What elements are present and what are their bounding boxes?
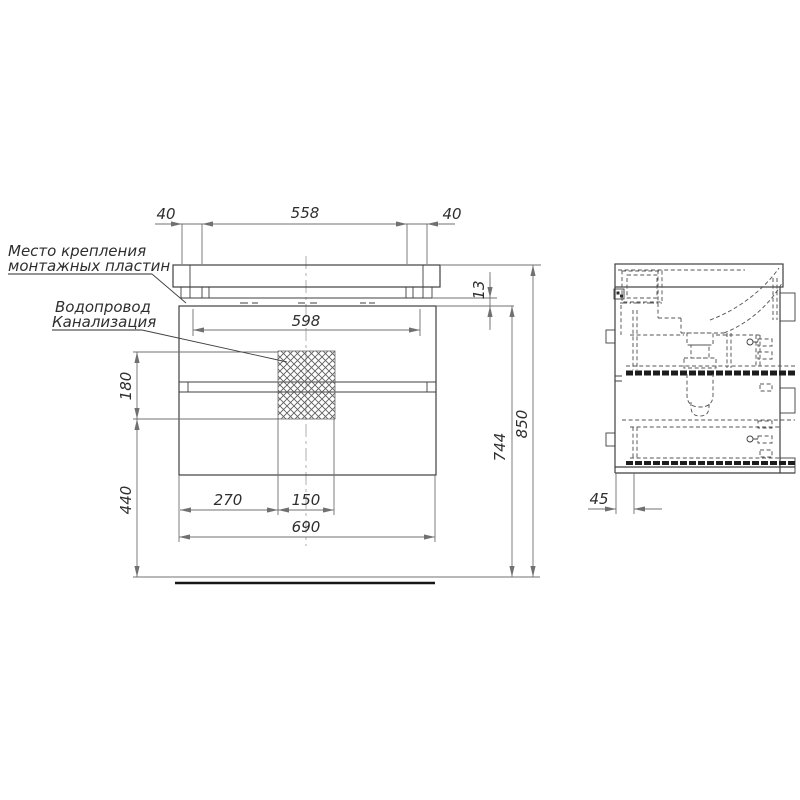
- slide-clips: [747, 339, 772, 457]
- utilities-zone-hatch: [278, 351, 335, 419]
- lower-drawer: [622, 420, 795, 460]
- label-plumbing-line1: Водопровод: [55, 298, 151, 316]
- countertop-front: [173, 265, 440, 287]
- label-mounting-plates-line2: монтажных пластин: [8, 257, 171, 275]
- handle-lower: [606, 433, 615, 446]
- cabinet-bottom: [615, 467, 795, 473]
- wall-bracket-middle: [780, 388, 795, 413]
- dim-598: 598: [291, 312, 321, 330]
- countertop-side: [615, 264, 783, 287]
- dim-690: 690: [291, 518, 321, 536]
- front-view: [133, 256, 540, 583]
- dimension-annotations-side: [588, 473, 662, 514]
- dim-150: 150: [291, 491, 321, 509]
- dim-top-left-40: 40: [156, 205, 176, 223]
- label-plumbing-line2: Канализация: [52, 313, 157, 331]
- side-view: [588, 264, 795, 514]
- wall-bracket-bottom: [780, 458, 795, 473]
- label-mounting-plates-line1: Место крепления: [8, 242, 147, 260]
- dim-45: 45: [589, 490, 609, 508]
- dim-270: 270: [213, 491, 243, 509]
- drain-fitting: [687, 333, 713, 345]
- dim-13: 13: [470, 280, 488, 300]
- dim-top-558: 558: [290, 204, 320, 222]
- leader-plumbing: [142, 330, 287, 362]
- dim-440: 440: [117, 485, 135, 515]
- dim-850: 850: [513, 409, 531, 439]
- callout-labels: [8, 242, 287, 362]
- dim-180: 180: [117, 371, 135, 401]
- mounting-plates: [202, 287, 413, 298]
- dim-744: 744: [491, 432, 509, 462]
- wall-bracket-top: [780, 293, 795, 321]
- handle-upper: [606, 330, 615, 343]
- side-hidden-lines: [614, 268, 795, 463]
- dim-top-right-40: 40: [442, 205, 462, 223]
- upper-drawer: [630, 310, 760, 370]
